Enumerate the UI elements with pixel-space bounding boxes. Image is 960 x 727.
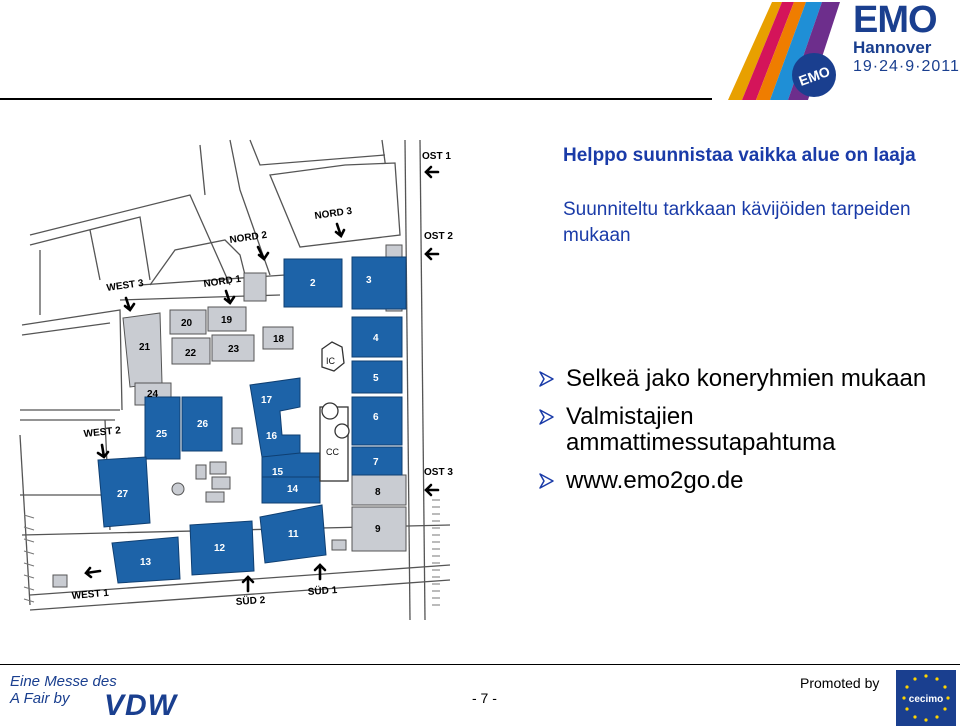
vdw-logo (104, 690, 200, 718)
hall-label-16: 16 (266, 431, 278, 442)
bullet-item (538, 366, 958, 392)
hall-label-13: 13 (140, 557, 152, 568)
hall-label-25: 25 (156, 429, 168, 440)
hall-label-12: 12 (214, 543, 226, 554)
hall-label-23: 23 (228, 344, 240, 355)
arrow-left-icon (426, 167, 438, 177)
hall-label-11: 11 (288, 529, 299, 540)
hall-label-6: 6 (373, 412, 379, 423)
map-label-ic: IC (326, 356, 335, 366)
hall-label-21: 21 (139, 342, 151, 353)
footer-tagline-de: Eine Messe des (10, 673, 117, 690)
cecimo-logo (896, 670, 956, 726)
bullet-item (538, 468, 958, 494)
footer-tagline (10, 673, 117, 707)
hall-label-20: 20 (181, 318, 193, 329)
promoted-by-label: Promoted by (800, 675, 880, 691)
hall-label-17: 17 (261, 395, 273, 406)
gate-label-sud-2: SÜD 2 (235, 594, 266, 608)
emo-logo-city: Hannover (853, 38, 932, 57)
hall-label-4: 4 (373, 333, 379, 344)
hall-label-14: 14 (287, 484, 299, 495)
slide-subtitle: Suunniteltu tarkkaan kävijöiden tarpeiden mukaan (563, 199, 911, 246)
gate-label-ost-1: OST 1 (422, 151, 451, 162)
hall-label-5: 5 (373, 373, 379, 384)
vdw-logo-text: VDW (104, 690, 177, 718)
gate-label-ost-3: OST 3 (424, 467, 453, 478)
map-label-cc: CC (326, 447, 339, 457)
fairground-map (0, 135, 470, 625)
arrow-up-icon (315, 565, 325, 579)
bullet-list (538, 366, 958, 506)
arrow-left-icon (426, 249, 438, 259)
bullet-text: Valmistajien ammattimessutapahtuma (566, 403, 836, 456)
hall-label-7: 7 (373, 457, 379, 468)
hall-label-15: 15 (272, 467, 284, 478)
page-number: - 7 - (472, 690, 497, 706)
hall-label-2: 2 (310, 278, 316, 289)
emo-logo-dates: 19·24·9·2011 (853, 58, 960, 75)
footer-rule (0, 664, 960, 665)
chevron-right-icon (538, 472, 556, 490)
top-rule (0, 98, 712, 100)
gate-label-nord-3: NORD 3 (313, 205, 353, 222)
footer-tagline-en: A Fair by (10, 690, 70, 707)
chevron-right-icon (538, 408, 556, 426)
hall-label-22: 22 (185, 348, 197, 359)
cecimo-logo-text: cecimo (908, 694, 944, 705)
arrow-left-icon (86, 568, 100, 577)
gate-label-ost-2: OST 2 (424, 231, 453, 242)
chevron-right-icon (538, 370, 556, 388)
gate-label-west-1: WEST 1 (71, 587, 110, 602)
hall-label-8: 8 (375, 487, 381, 498)
emo-globe-icon (792, 53, 836, 97)
gate-label-nord-1: NORD 1 (202, 273, 242, 290)
hall-label-27: 27 (117, 489, 129, 500)
bullet-item (538, 404, 958, 456)
arrow-down-icon (258, 247, 268, 259)
arrow-up-icon (243, 577, 253, 591)
bullet-link[interactable]: www.emo2go.de (566, 467, 744, 494)
hall-label-9: 9 (375, 524, 381, 535)
emo-logo-stripes (728, 2, 848, 100)
hall-label-26: 26 (197, 419, 209, 430)
hall-label-24: 24 (147, 389, 159, 400)
hall-label-18: 18 (273, 334, 285, 345)
gate-label-west-3: WEST 3 (105, 277, 145, 294)
bullet-text: Selkeä jako koneryhmien mukaan (566, 365, 927, 392)
emo-logo-word: EMO (853, 0, 937, 41)
hall-label-3: 3 (366, 275, 372, 286)
gate-label-west-2: WEST 2 (83, 425, 122, 440)
hall-label-19: 19 (221, 315, 233, 326)
slide-title: Helppo suunnistaa vaikka alue on laaja (563, 145, 916, 166)
gate-label-sud-1: SÜD 1 (307, 584, 338, 598)
emo-badge-text: EMO (796, 62, 833, 89)
arrow-left-icon (426, 485, 438, 495)
gate-label-nord-2: NORD 2 (228, 229, 268, 246)
